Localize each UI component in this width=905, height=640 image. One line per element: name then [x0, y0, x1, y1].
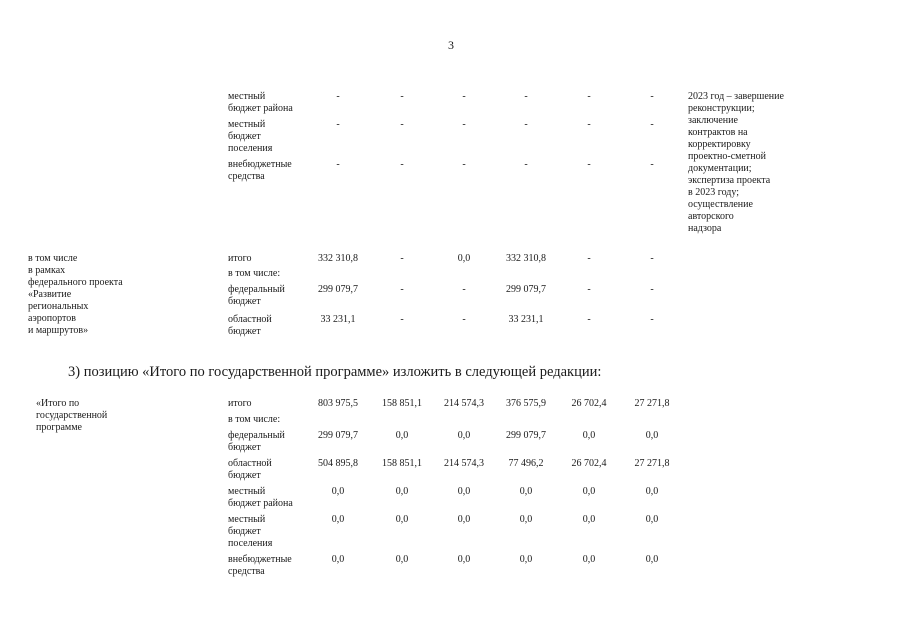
table-cell: 0,0 [582, 486, 596, 497]
table-cell: - [587, 91, 591, 102]
table-cell: 0,0 [582, 430, 596, 441]
table-cell: 299 079,7 [506, 284, 546, 295]
table-cell: - [336, 91, 340, 102]
table-cell: 299 079,7 [506, 430, 546, 441]
table-cell: 332 310,8 [506, 253, 546, 264]
row-label: местный бюджет поселения [228, 119, 273, 154]
table-cell: 299 079,7 [318, 430, 358, 441]
table-cell: 0,0 [457, 554, 471, 565]
table-cell: - [524, 91, 528, 102]
table-cell: - [400, 253, 404, 264]
table-cell: - [400, 159, 404, 170]
table-cell: - [462, 159, 466, 170]
table-cell: 158 851,1 [382, 398, 422, 409]
table-cell: 0,0 [645, 430, 659, 441]
row-label: внебюджетные средства [228, 554, 292, 577]
table-cell: - [650, 253, 654, 264]
table-cell: - [650, 119, 654, 130]
row-label: местный бюджет района [228, 91, 293, 114]
table-cell: 0,0 [519, 486, 533, 497]
table-cell: 0,0 [519, 554, 533, 565]
row-label: внебюджетные средства [228, 159, 292, 182]
table-cell: 214 574,3 [444, 398, 484, 409]
table-cell: 0,0 [331, 554, 345, 565]
table-cell: - [587, 284, 591, 295]
table-cell: 0,0 [519, 514, 533, 525]
table-cell: 504 895,8 [318, 458, 358, 469]
table-cell: 0,0 [582, 554, 596, 565]
table-cell: 27 271,8 [634, 458, 670, 469]
table-cell: 0,0 [645, 554, 659, 565]
table-cell: 0,0 [457, 430, 471, 441]
table-cell: - [587, 314, 591, 325]
table-cell: 214 574,3 [444, 458, 484, 469]
table-cell: 0,0 [331, 514, 345, 525]
table-cell: - [587, 119, 591, 130]
table-cell: 0,0 [395, 430, 409, 441]
row-label: областной бюджет [228, 458, 272, 481]
row-label: местный бюджет поселения [228, 514, 273, 549]
table-cell: 26 702,4 [571, 458, 607, 469]
row-label: в том числе: [228, 414, 281, 425]
table-cell: 33 231,1 [508, 314, 544, 325]
table-cell: - [650, 314, 654, 325]
table-cell: 299 079,7 [318, 284, 358, 295]
page-number: 3 [448, 38, 454, 52]
table-cell: - [524, 119, 528, 130]
table-cell: 0,0 [395, 514, 409, 525]
table-cell: - [650, 284, 654, 295]
table-cell: - [650, 159, 654, 170]
table-cell: 0,0 [645, 486, 659, 497]
table-cell: 0,0 [582, 514, 596, 525]
row-label: местный бюджет района [228, 486, 293, 509]
table-cell: 27 271,8 [634, 398, 670, 409]
note-text: 2023 год – завершение реконструкции; заключение контрактов на корректировку проектно-сметной документации; экспертиза проекта в 2023 году; осуществление авторского надзора [688, 91, 784, 234]
section-heading: 3) позицию «Итого по государственной программе» изложить в следующей редакции: [68, 364, 602, 380]
table-cell: 803 975,5 [318, 398, 358, 409]
table-cell: 0,0 [331, 486, 345, 497]
table-cell: 158 851,1 [382, 458, 422, 469]
row-label: итого [228, 253, 252, 264]
table-cell: 26 702,4 [571, 398, 607, 409]
table-cell: 332 310,8 [318, 253, 358, 264]
table-cell: 0,0 [457, 486, 471, 497]
table-cell: 0,0 [395, 486, 409, 497]
table-cell: 33 231,1 [320, 314, 356, 325]
table-cell: - [587, 253, 591, 264]
table-cell: - [462, 314, 466, 325]
table-cell: - [336, 119, 340, 130]
table-cell: - [462, 91, 466, 102]
table-cell: - [400, 284, 404, 295]
section-label: в том числе в рамках федерального проекта «Развитие региональных аэропортов и маршрутов» [28, 253, 123, 336]
section-label: «Итого по государственной программе [36, 398, 108, 433]
table-cell: 0,0 [645, 514, 659, 525]
table-cell: - [462, 119, 466, 130]
table-cell: 0,0 [457, 253, 471, 264]
table-cell: - [650, 91, 654, 102]
row-label: в том числе: [228, 268, 281, 279]
table-cell: 376 575,9 [506, 398, 546, 409]
table-cell: - [524, 159, 528, 170]
table-cell: - [587, 159, 591, 170]
table-cell: - [400, 119, 404, 130]
table-cell: - [400, 91, 404, 102]
row-label: федеральный бюджет [228, 430, 285, 453]
table-cell: - [462, 284, 466, 295]
table-cell: - [400, 314, 404, 325]
table-cell: 0,0 [457, 514, 471, 525]
row-label: итого [228, 398, 252, 409]
row-label: федеральный бюджет [228, 284, 285, 307]
table-cell: - [336, 159, 340, 170]
table-cell: 77 496,2 [508, 458, 544, 469]
row-label: областной бюджет [228, 314, 272, 337]
table-cell: 0,0 [395, 554, 409, 565]
